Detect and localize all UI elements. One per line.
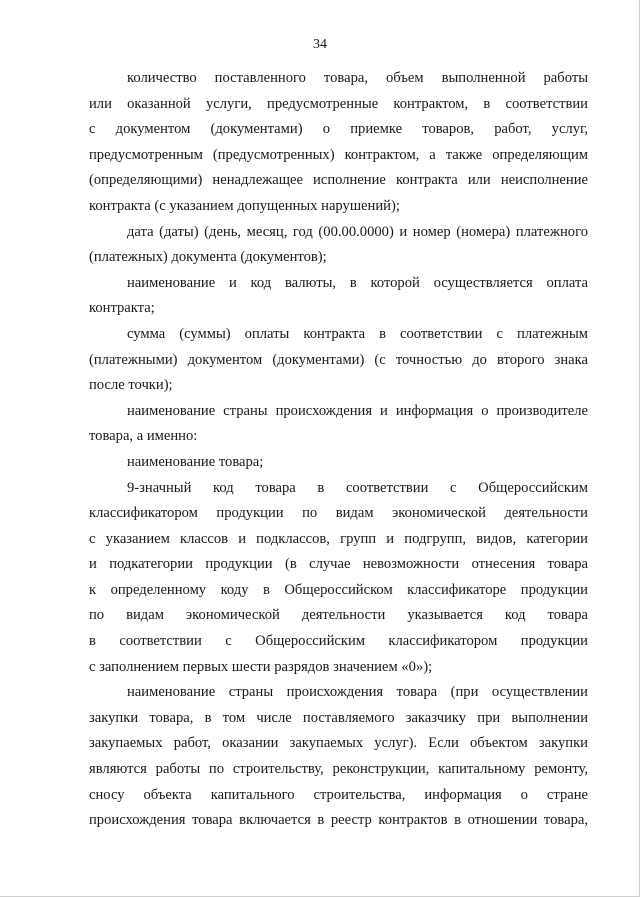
text-line: с заполнением первых шести разрядов значением «0»); xyxy=(89,658,433,675)
paragraph-product-name xyxy=(89,450,588,476)
paragraph-quantity xyxy=(89,66,588,220)
text-line: по видам экономической деятельности указывается код товара xyxy=(89,607,588,624)
text-line: (платежных) документа (документов); xyxy=(89,249,327,266)
text-line: предусмотренным (предусмотренных) контрактом, а также определяющим xyxy=(89,146,588,163)
text-line: закупки товара, в том числе поставляемого заказчику при выполнении xyxy=(89,709,588,726)
text-line: наименование страны происхождения товара (при осуществлении xyxy=(127,684,588,701)
text-line: происхождения товара включается в реестр контрактов в отношении товара, xyxy=(89,812,588,829)
text-line: наименование и код валюты, в которой осуществляется оплата xyxy=(127,274,588,291)
text-line: наименование страны происхождения и информация о производителе xyxy=(127,402,588,419)
text-line: товара, а именно: xyxy=(89,428,198,445)
text-line: являются работы по строительству, реконструкции, капитальному ремонту, xyxy=(89,761,588,778)
document-body xyxy=(89,66,588,834)
text-line: контракта; xyxy=(89,300,155,317)
paragraph-payment-date xyxy=(89,220,588,271)
text-line: дата (даты) (день, месяц, год (00.00.0000) и номер (номера) платежного xyxy=(127,223,588,240)
page-number: 34 xyxy=(313,37,327,52)
text-line: с документом (документами) о приемке товаров, работ, услуг, xyxy=(89,121,588,138)
text-line: и подкатегории продукции (в случае невозможности отнесения товара xyxy=(89,556,588,573)
text-line: в соответствии с Общероссийским классификатором продукции xyxy=(89,633,588,650)
paragraph-okpd-code xyxy=(89,476,588,681)
paragraph-currency xyxy=(89,271,588,322)
text-line: сносу объекта капитального строительства, информация о стране xyxy=(89,786,588,803)
text-line: сумма (суммы) оплаты контракта в соответствии с платежным xyxy=(127,325,588,342)
text-line: 9-значный код товара в соответствии с Общероссийским xyxy=(127,479,588,496)
text-line: (платежными) документом (документами) (с точностью до второго знака xyxy=(89,351,588,368)
text-line: или оказанной услуги, предусмотренные контрактом, в соответствии xyxy=(89,95,588,112)
text-line: наименование товара; xyxy=(127,453,264,470)
text-line: с указанием классов и подклассов, групп и подгрупп, видов, категории xyxy=(89,530,588,547)
text-line: количество поставленного товара, объем выполненной работы xyxy=(127,70,588,86)
paragraph-payment-sum xyxy=(89,322,588,399)
paragraph-country-origin xyxy=(89,680,588,834)
paragraph-country-manufacturer xyxy=(89,399,588,450)
text-line: контракта (с указанием допущенных нарушений); xyxy=(89,197,400,214)
text-line: к определенному коду в Общероссийском классификаторе продукции xyxy=(89,581,588,598)
text-line: (определяющими) ненадлежащее исполнение контракта или неисполнение xyxy=(89,172,588,189)
text-line: после точки); xyxy=(89,377,173,394)
text-line: закупаемых работ, оказании закупаемых услуг). Если объектом закупки xyxy=(89,735,588,752)
text-line: классификатором продукции по видам экономической деятельности xyxy=(89,505,588,522)
